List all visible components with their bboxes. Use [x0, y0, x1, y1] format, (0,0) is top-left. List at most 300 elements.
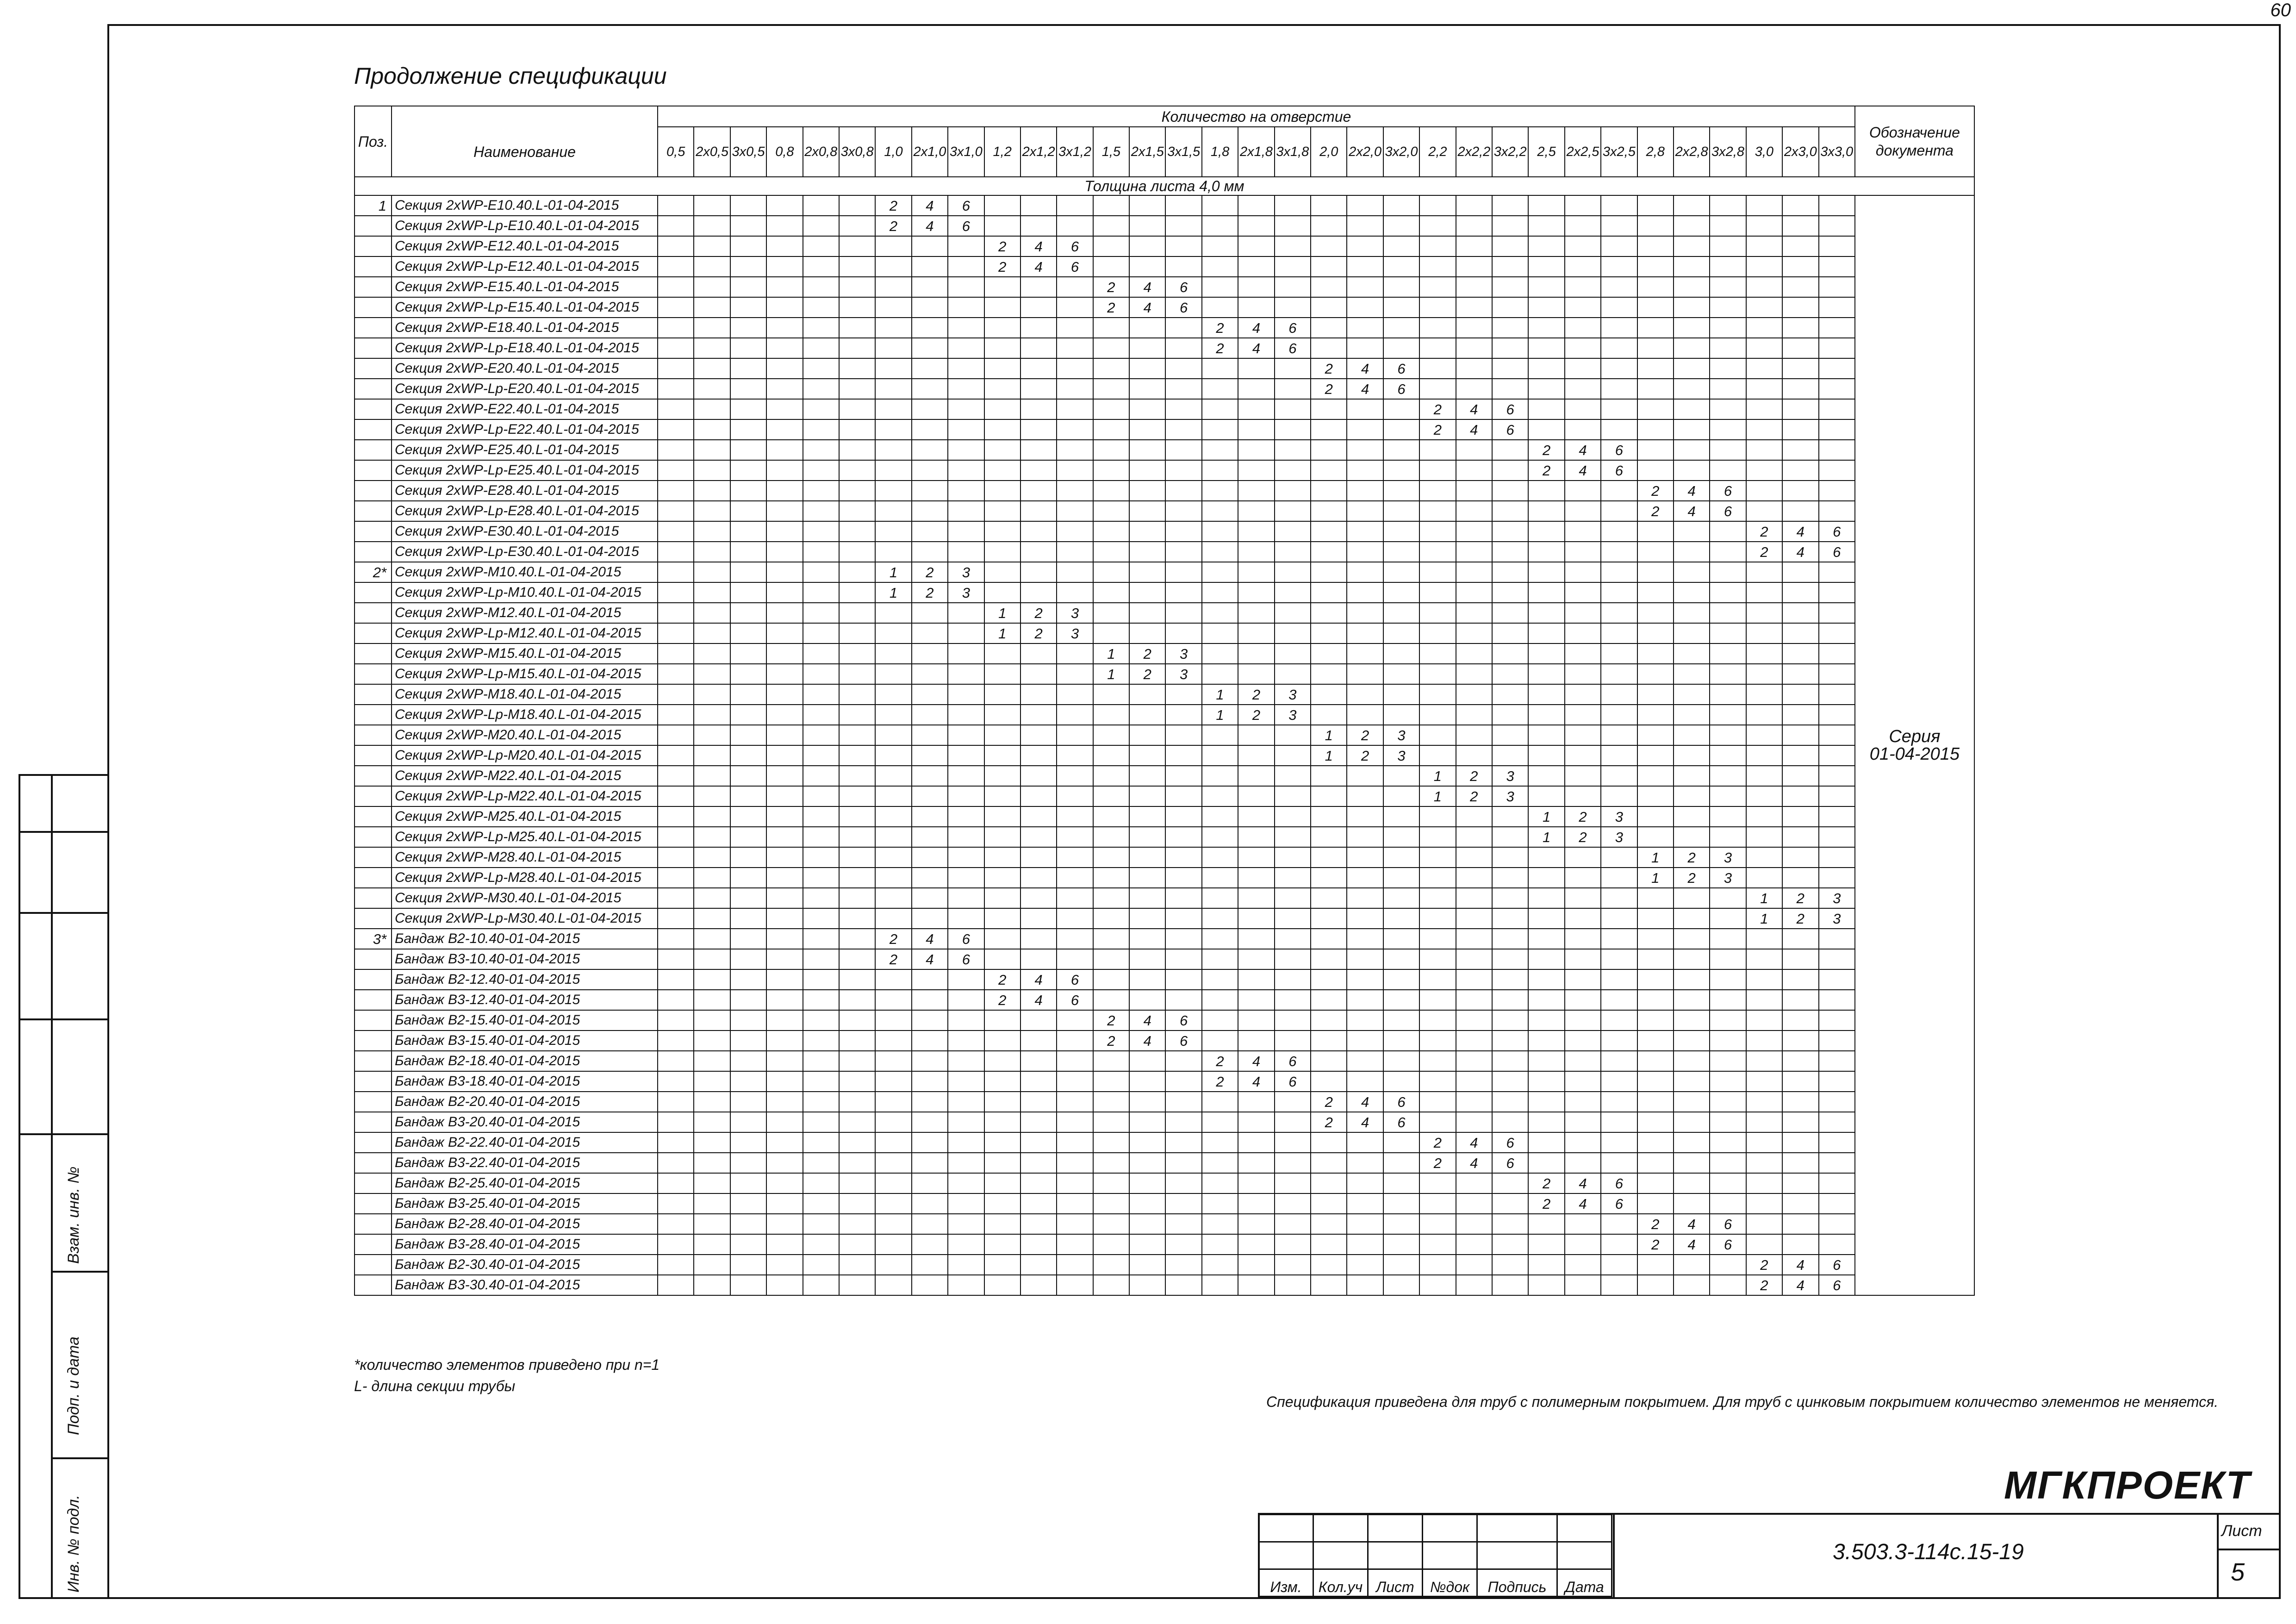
row-name: Бандаж B3-12.40-01-04-2015: [392, 990, 658, 1010]
qty-cell: [766, 1132, 803, 1153]
qty-cell: [1129, 440, 1165, 460]
qty-cell: [875, 1214, 911, 1234]
row-name: Секция 2xWP-E25.40.L-01-04-2015: [392, 440, 658, 460]
qty-cell: [1093, 521, 1129, 542]
qty-cell: [1383, 1234, 1419, 1255]
qty-cell: [1129, 358, 1165, 379]
qty-cell: [1819, 1010, 1855, 1031]
qty-cell: [1456, 1275, 1492, 1295]
qty-cell: [875, 1010, 911, 1031]
qty-cell: [984, 481, 1020, 501]
qty-cell: [730, 440, 766, 460]
qty-cell: [766, 603, 803, 623]
qty-cell: [1202, 847, 1238, 868]
qty-cell: [1057, 399, 1093, 419]
row-name: Секция 2xWP-E10.40.L-01-04-2015: [392, 195, 658, 216]
qty-cell: [1275, 542, 1311, 562]
qty-cell: [948, 521, 984, 542]
qty-cell: [1528, 358, 1564, 379]
qty-cell: 3: [1275, 705, 1311, 725]
qty-cell: [1383, 786, 1419, 806]
qty-cell: [658, 1173, 694, 1193]
qty-cell: [1311, 338, 1347, 358]
qty-cell: [1601, 664, 1637, 684]
qty-cell: [1020, 1173, 1057, 1193]
qty-cell: [694, 908, 730, 929]
qty-cell: [1819, 827, 1855, 847]
row-pos: [355, 277, 392, 297]
qty-cell: [1674, 562, 1710, 582]
qty-cell: [730, 705, 766, 725]
qty-cell: [1710, 1112, 1746, 1132]
qty-cell: [839, 908, 875, 929]
qty-cell: [1165, 440, 1201, 460]
qty-cell: [1528, 725, 1564, 745]
qty-cell: 1: [1311, 725, 1347, 745]
qty-cell: [1129, 481, 1165, 501]
qty-cell: 6: [1601, 440, 1637, 460]
qty-cell: [730, 929, 766, 949]
qty-cell: [1020, 745, 1057, 766]
qty-cell: [1165, 1071, 1201, 1092]
qty-cell: [1383, 1153, 1419, 1173]
qty-cell: [1456, 501, 1492, 521]
qty-cell: [1637, 1275, 1674, 1295]
qty-cell: [803, 440, 839, 460]
qty-cell: [1347, 827, 1383, 847]
qty-cell: [658, 603, 694, 623]
qty-cell: [1782, 827, 1818, 847]
qty-cell: [658, 929, 694, 949]
qty-cell: [1746, 501, 1782, 521]
qty-cell: [1238, 1112, 1274, 1132]
qty-cell: 4: [1456, 1153, 1492, 1173]
row-name: Бандаж B2-10.40-01-04-2015: [392, 929, 658, 949]
qty-cell: [1565, 725, 1601, 745]
qty-cell: [1419, 338, 1456, 358]
qty-cell: [1347, 766, 1383, 786]
qty-cell: [1419, 542, 1456, 562]
qty-cell: [1674, 379, 1710, 399]
qty-cell: [1165, 990, 1201, 1010]
row-name: Секция 2xWP-Lp-E20.40.L-01-04-2015: [392, 379, 658, 399]
qty-cell: [948, 827, 984, 847]
qty-cell: [839, 399, 875, 419]
qty-cell: [1746, 1193, 1782, 1214]
qty-cell: [658, 664, 694, 684]
qty-cell: [658, 827, 694, 847]
row-name: Бандаж B2-25.40-01-04-2015: [392, 1173, 658, 1193]
qty-cell: [1383, 1193, 1419, 1214]
qty-cell: [1129, 1193, 1165, 1214]
qty-cell: [1601, 562, 1637, 582]
qty-cell: [1637, 725, 1674, 745]
qty-cell: [658, 1010, 694, 1031]
qty-cell: [1383, 460, 1419, 481]
qty-cell: [1165, 562, 1201, 582]
qty-cell: [803, 1214, 839, 1234]
qty-cell: [1057, 725, 1093, 745]
qty-cell: [1129, 216, 1165, 236]
qty-cell: [1419, 969, 1456, 990]
qty-cell: 1: [1746, 908, 1782, 929]
qty-cell: [1710, 358, 1746, 379]
qty-cell: [1637, 562, 1674, 582]
qty-cell: [839, 460, 875, 481]
qty-cell: [1565, 908, 1601, 929]
row-pos: [355, 969, 392, 990]
qty-cell: [1528, 847, 1564, 868]
qty-cell: [1202, 745, 1238, 766]
qty-cell: [803, 1132, 839, 1153]
row-pos: [355, 297, 392, 318]
qty-cell: [1601, 358, 1637, 379]
qty-cell: [984, 847, 1020, 868]
qty-cell: [1093, 725, 1129, 745]
qty-cell: [1528, 664, 1564, 684]
table-row: [355, 1010, 1974, 1031]
qty-cell: [1165, 786, 1201, 806]
qty-cell: [694, 419, 730, 440]
qty-cell: [1238, 236, 1274, 256]
qty-cell: [1782, 705, 1818, 725]
row-pos: [355, 868, 392, 888]
qty-cell: [1202, 643, 1238, 664]
qty-cell: 3: [948, 582, 984, 603]
qty-cell: [1746, 338, 1782, 358]
qty-cell: [1456, 990, 1492, 1010]
qty-cell: [948, 338, 984, 358]
qty-cell: [803, 908, 839, 929]
qty-cell: [1238, 806, 1274, 827]
qty-cell: [1093, 216, 1129, 236]
qty-cell: [658, 1275, 694, 1295]
qty-cell: [1347, 949, 1383, 969]
qty-cell: [1456, 745, 1492, 766]
qty-cell: [1238, 297, 1274, 318]
qty-cell: 2: [1093, 297, 1129, 318]
qty-cell: [1311, 969, 1347, 990]
qty-cell: [1165, 949, 1201, 969]
table-row: [355, 521, 1974, 542]
qty-column-header: 2x2,8: [1674, 127, 1710, 177]
qty-cell: [1347, 1010, 1383, 1031]
qty-cell: [1057, 827, 1093, 847]
title-block-grid: [1258, 1514, 1612, 1597]
qty-cell: [1528, 1031, 1564, 1051]
qty-cell: [1601, 1153, 1637, 1173]
qty-cell: [1275, 725, 1311, 745]
qty-cell: [948, 684, 984, 705]
qty-cell: [1819, 1153, 1855, 1173]
qty-cell: [1383, 338, 1419, 358]
qty-cell: [1419, 827, 1456, 847]
qty-cell: [1093, 542, 1129, 562]
qty-cell: [1238, 969, 1274, 990]
qty-cell: 3: [1819, 908, 1855, 929]
qty-cell: [803, 806, 839, 827]
qty-cell: [1710, 256, 1746, 277]
qty-cell: [1419, 1112, 1456, 1132]
qty-cell: [839, 806, 875, 827]
qty-cell: [1819, 806, 1855, 827]
row-pos: [355, 1071, 392, 1092]
qty-cell: [803, 847, 839, 868]
qty-cell: [1456, 1112, 1492, 1132]
qty-cell: [1637, 705, 1674, 725]
qty-cell: [1492, 501, 1528, 521]
qty-cell: [984, 338, 1020, 358]
qty-cell: [1419, 1051, 1456, 1071]
qty-cell: 6: [1383, 358, 1419, 379]
qty-cell: [1238, 521, 1274, 542]
qty-cell: [948, 318, 984, 338]
qty-cell: [1383, 1071, 1419, 1092]
qty-cell: [1275, 664, 1311, 684]
qty-cell: [1528, 969, 1564, 990]
qty-column-header: 2,0: [1311, 127, 1347, 177]
row-name: Секция 2xWP-E20.40.L-01-04-2015: [392, 358, 658, 379]
row-name: Бандаж B2-22.40-01-04-2015: [392, 1132, 658, 1153]
table-row: [355, 1112, 1974, 1132]
qty-column-header: 3x2,0: [1383, 127, 1419, 177]
qty-cell: [1275, 582, 1311, 603]
qty-cell: [1746, 725, 1782, 745]
table-row: [355, 1132, 1974, 1153]
qty-cell: [1129, 603, 1165, 623]
qty-cell: [1020, 847, 1057, 868]
qty-cell: [1093, 399, 1129, 419]
qty-cell: [1492, 236, 1528, 256]
row-pos: [355, 440, 392, 460]
qty-cell: [1347, 847, 1383, 868]
qty-cell: [1637, 908, 1674, 929]
qty-cell: [1347, 1234, 1383, 1255]
qty-cell: [1601, 318, 1637, 338]
qty-cell: [1819, 501, 1855, 521]
row-name: Секция 2xWP-Lp-E10.40.L-01-04-2015: [392, 216, 658, 236]
qty-cell: [1129, 847, 1165, 868]
qty-cell: [803, 1051, 839, 1071]
qty-cell: [803, 297, 839, 318]
qty-cell: [1311, 460, 1347, 481]
qty-cell: [803, 725, 839, 745]
qty-cell: [1093, 562, 1129, 582]
qty-cell: [1782, 1051, 1818, 1071]
qty-cell: [1165, 216, 1201, 236]
qty-cell: [1565, 582, 1601, 603]
qty-cell: [1637, 603, 1674, 623]
qty-cell: [1782, 562, 1818, 582]
qty-cell: [1020, 1193, 1057, 1214]
qty-cell: [1383, 481, 1419, 501]
qty-cell: [1710, 664, 1746, 684]
qty-cell: [1093, 969, 1129, 990]
qty-cell: [1419, 929, 1456, 949]
qty-cell: [912, 868, 948, 888]
qty-cell: [1456, 1193, 1492, 1214]
row-name: Секция 2xWP-M12.40.L-01-04-2015: [392, 603, 658, 623]
qty-cell: [730, 1132, 766, 1153]
qty-cell: 2: [912, 562, 948, 582]
qty-cell: [1456, 1234, 1492, 1255]
qty-cell: [984, 358, 1020, 379]
table-row: [355, 1234, 1974, 1255]
qty-cell: 4: [1782, 521, 1818, 542]
qty-cell: [1637, 1153, 1674, 1173]
qty-cell: 6: [1819, 521, 1855, 542]
qty-cell: 6: [1165, 1010, 1201, 1031]
qty-cell: [694, 827, 730, 847]
qty-cell: [1383, 827, 1419, 847]
qty-cell: 2: [1637, 1234, 1674, 1255]
qty-cell: [1565, 1051, 1601, 1071]
qty-cell: [766, 990, 803, 1010]
qty-cell: [1419, 277, 1456, 297]
row-name: Бандаж B2-18.40-01-04-2015: [392, 1051, 658, 1071]
qty-cell: [1637, 664, 1674, 684]
qty-cell: 4: [1129, 1010, 1165, 1031]
qty-cell: [1311, 1010, 1347, 1031]
qty-cell: [1093, 460, 1129, 481]
qty-cell: [694, 216, 730, 236]
qty-cell: [1565, 603, 1601, 623]
qty-cell: [730, 297, 766, 318]
qty-cell: [1456, 888, 1492, 908]
qty-cell: [1238, 664, 1274, 684]
stamp-inv: Инв. № подл.: [65, 1495, 82, 1593]
qty-cell: [1238, 786, 1274, 806]
row-pos: [355, 766, 392, 786]
qty-cell: [694, 990, 730, 1010]
qty-cell: [730, 1255, 766, 1275]
qty-cell: [1674, 827, 1710, 847]
qty-cell: [948, 888, 984, 908]
qty-column-header: 3,0: [1746, 127, 1782, 177]
qty-cell: [1565, 684, 1601, 705]
qty-cell: [1057, 460, 1093, 481]
qty-cell: [1601, 481, 1637, 501]
qty-cell: [1782, 1214, 1818, 1234]
qty-cell: [1238, 603, 1274, 623]
row-name: Секция 2xWP-M15.40.L-01-04-2015: [392, 643, 658, 664]
qty-cell: [984, 216, 1020, 236]
qty-cell: [1020, 1214, 1057, 1234]
row-pos: [355, 1234, 392, 1255]
qty-cell: 3: [1601, 806, 1637, 827]
qty-cell: [766, 786, 803, 806]
qty-cell: [1819, 562, 1855, 582]
qty-cell: [766, 969, 803, 990]
row-name: Бандаж B2-15.40-01-04-2015: [392, 1010, 658, 1031]
qty-cell: [1782, 1031, 1818, 1051]
qty-cell: [1456, 481, 1492, 501]
qty-cell: [1492, 949, 1528, 969]
qty-cell: [1710, 1071, 1746, 1092]
qty-column-header: 0,8: [766, 127, 803, 177]
qty-cell: [912, 1275, 948, 1295]
qty-cell: 6: [1492, 399, 1528, 419]
qty-cell: [766, 908, 803, 929]
qty-cell: [1275, 399, 1311, 419]
qty-cell: [1129, 1173, 1165, 1193]
qty-cell: [1492, 318, 1528, 338]
qty-cell: [1565, 501, 1601, 521]
qty-cell: [1819, 1071, 1855, 1092]
qty-cell: [1746, 236, 1782, 256]
qty-cell: [1057, 1071, 1093, 1092]
qty-cell: [1782, 745, 1818, 766]
qty-cell: [1057, 562, 1093, 582]
qty-cell: [1275, 1112, 1311, 1132]
qty-cell: [1601, 908, 1637, 929]
qty-cell: [1710, 562, 1746, 582]
qty-cell: [1746, 440, 1782, 460]
qty-cell: [1165, 766, 1201, 786]
qty-cell: [1710, 399, 1746, 419]
qty-cell: [875, 481, 911, 501]
qty-cell: [1093, 1214, 1129, 1234]
qty-cell: 6: [1165, 1031, 1201, 1051]
qty-cell: [1093, 1173, 1129, 1193]
qty-cell: [1238, 847, 1274, 868]
col-pos-header: Поз.: [355, 106, 392, 177]
qty-cell: [1238, 1153, 1274, 1173]
qty-cell: [1710, 1275, 1746, 1295]
qty-cell: [1601, 236, 1637, 256]
qty-cell: [803, 1193, 839, 1214]
qty-cell: [803, 786, 839, 806]
qty-cell: [984, 379, 1020, 399]
qty-cell: [1565, 399, 1601, 419]
qty-cell: [1020, 868, 1057, 888]
qty-cell: [1456, 705, 1492, 725]
qty-cell: [1383, 399, 1419, 419]
qty-cell: [1129, 827, 1165, 847]
qty-cell: [1674, 664, 1710, 684]
tb-kol: Кол.уч: [1313, 1569, 1368, 1597]
qty-cell: [1238, 460, 1274, 481]
row-pos: [355, 379, 392, 399]
qty-cell: [839, 684, 875, 705]
qty-cell: [1057, 786, 1093, 806]
qty-cell: [1057, 195, 1093, 216]
qty-cell: [1746, 195, 1782, 216]
qty-cell: [1674, 643, 1710, 664]
qty-cell: [730, 603, 766, 623]
qty-cell: [1275, 1214, 1311, 1234]
qty-cell: [1020, 643, 1057, 664]
row-name: Секция 2xWP-E28.40.L-01-04-2015: [392, 481, 658, 501]
qty-cell: [984, 521, 1020, 542]
qty-cell: 3: [1275, 684, 1311, 705]
qty-cell: [1347, 460, 1383, 481]
qty-cell: [766, 847, 803, 868]
qty-cell: [1456, 440, 1492, 460]
qty-cell: [1383, 440, 1419, 460]
qty-cell: [1238, 419, 1274, 440]
qty-cell: [1710, 379, 1746, 399]
qty-cell: [1202, 1132, 1238, 1153]
qty-cell: [1565, 847, 1601, 868]
qty-column-header: 3x1,5: [1165, 127, 1201, 177]
qty-cell: [839, 603, 875, 623]
qty-cell: [839, 827, 875, 847]
qty-cell: 3: [1057, 603, 1093, 623]
qty-cell: [1565, 664, 1601, 684]
table-row: [355, 705, 1974, 725]
qty-cell: 6: [1710, 481, 1746, 501]
